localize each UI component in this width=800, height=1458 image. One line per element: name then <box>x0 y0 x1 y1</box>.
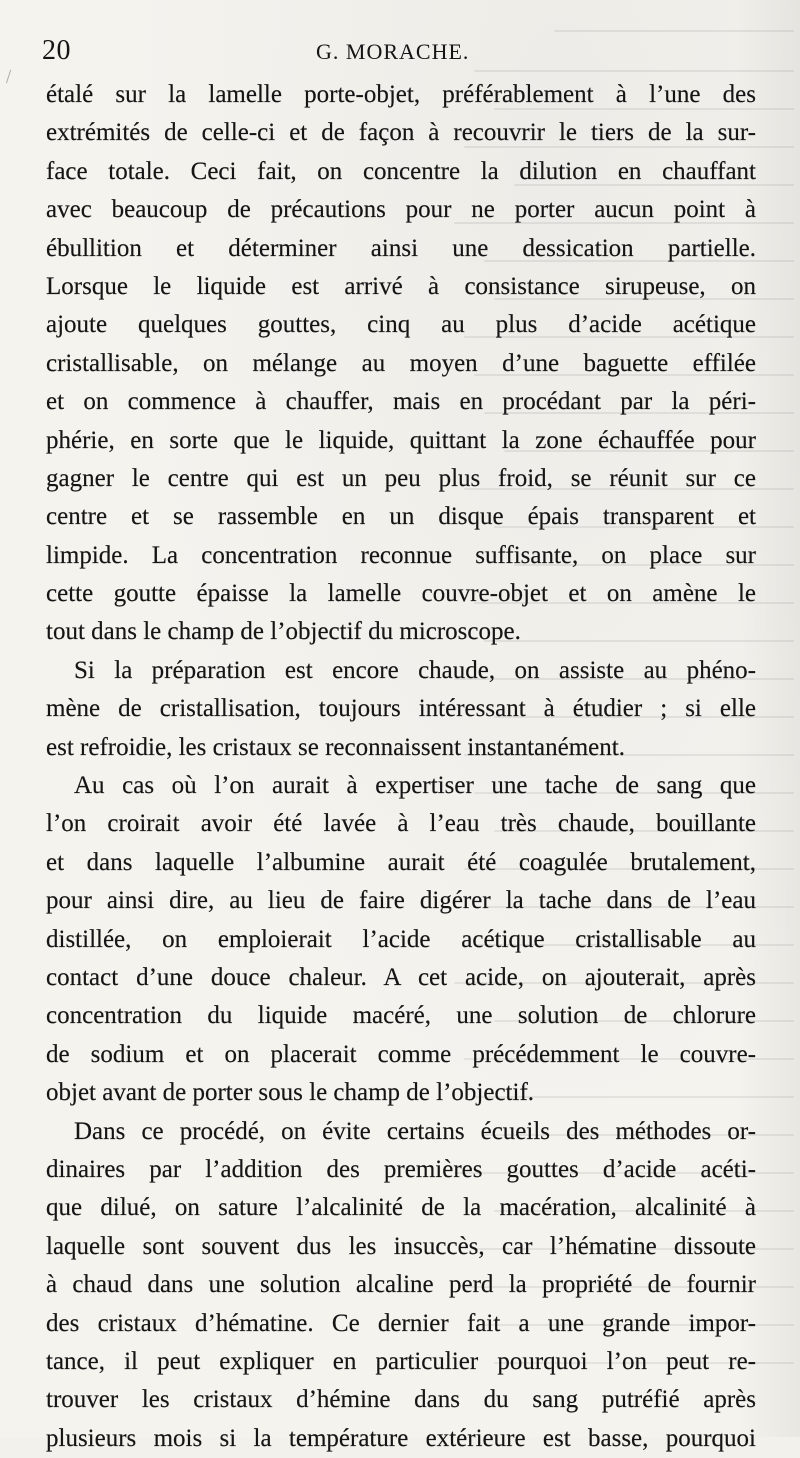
body-text <box>46 76 756 1458</box>
text-line: est refroidie, les cristaux se reconnaissent instantanément. <box>46 733 625 761</box>
text-line: trouver les cristaux d’hémine dans du sang putréfié après <box>46 1386 756 1414</box>
text-line: et dans laquelle l’albumine aurait été coagulée brutalement, <box>46 848 756 876</box>
text-line: l’on croirait avoir été lavée à l’eau très chaude, bouillante <box>46 810 756 838</box>
text-line: et on commence à chauffer, mais en procédant par la péri- <box>46 388 756 416</box>
text-line: objet avant de porter sous le champ de l’objectif. <box>46 1079 535 1107</box>
text-line: ajoute quelques gouttes, cinq au plus d’acide acétique <box>46 311 756 339</box>
text-line: limpide. La concentration reconnue suffisante, on place sur <box>46 541 756 569</box>
text-line: mène de cristallisation, toujours intéressant à étudier ; si elle <box>46 695 756 723</box>
text-line: gagner le centre qui est un peu plus froid, se réunit sur ce <box>46 464 756 492</box>
text-line: extrémités de celle-ci et de façon à recouvrir le tiers de la sur- <box>46 119 756 147</box>
text-line: plusieurs mois si la température extérieure est basse, pourquoi <box>46 1424 756 1452</box>
text-line: contact d’une douce chaleur. A cet acide, on ajouterait, après <box>46 963 756 991</box>
text-line: Au cas où l’on aurait à expertiser une tache de sang que <box>74 772 756 800</box>
text-line: Lorsque le liquide est arrivé à consistance sirupeuse, on <box>46 272 756 300</box>
text-line: phérie, en sorte que le liquide, quittant la zone échauffée pour <box>46 426 756 454</box>
text-line: distillée, on emploierait l’acide acétique cristallisable au <box>46 925 756 953</box>
text-line: étalé sur la lamelle porte-objet, préférablement à l’une des <box>46 81 756 108</box>
text-line: centre et se rassemble en un disque épais transparent et <box>46 503 756 531</box>
text-line: de sodium et on placerait comme précédemment le couvre- <box>46 1040 756 1068</box>
text-line: Si la préparation est encore chaude, on assiste au phéno- <box>74 656 756 684</box>
text-line: tout dans le champ de l’objectif du microscope. <box>46 618 521 646</box>
text-line: ébullition et déterminer ainsi une dessication partielle. <box>46 234 756 262</box>
text-line: pour ainsi dire, au lieu de faire digérer la tache dans de l’eau <box>46 887 756 915</box>
page-header <box>42 33 752 73</box>
text-line: Dans ce procédé, on évite certains écueils des méthodes or- <box>74 1117 756 1145</box>
page-number: 20 <box>42 35 71 66</box>
text-line: cette goutte épaisse la lamelle couvre-objet et on amène le <box>46 580 756 608</box>
text-line: que dilué, on sature l’alcalinité de la macération, alcalinité à <box>46 1194 756 1222</box>
text-line: laquelle sont souvent dus les insuccès, car l’hématine dissoute <box>46 1232 756 1260</box>
text-line: tance, il peut expliquer en particulier pourquoi l’on peut re- <box>46 1347 756 1375</box>
text-line: cristallisable, on mélange au moyen d’une baguette effilée <box>46 349 756 377</box>
margin-mark <box>6 70 15 85</box>
text-line: à chaud dans une solution alcaline perd la propriété de fournir <box>46 1271 756 1299</box>
running-head: G. MORACHE. <box>316 39 470 64</box>
text-line: dinaires par l’addition des premières gouttes d’acide acéti- <box>46 1155 756 1183</box>
text-line: des cristaux d’hématine. Ce dernier fait a une grande impor- <box>46 1309 756 1337</box>
text-line: concentration du liquide macéré, une solution de chlorure <box>46 1002 756 1030</box>
text-line: avec beaucoup de précautions pour ne porter aucun point à <box>46 196 756 224</box>
text-line: face totale. Ceci fait, on concentre la dilution en chauffant <box>46 157 756 185</box>
